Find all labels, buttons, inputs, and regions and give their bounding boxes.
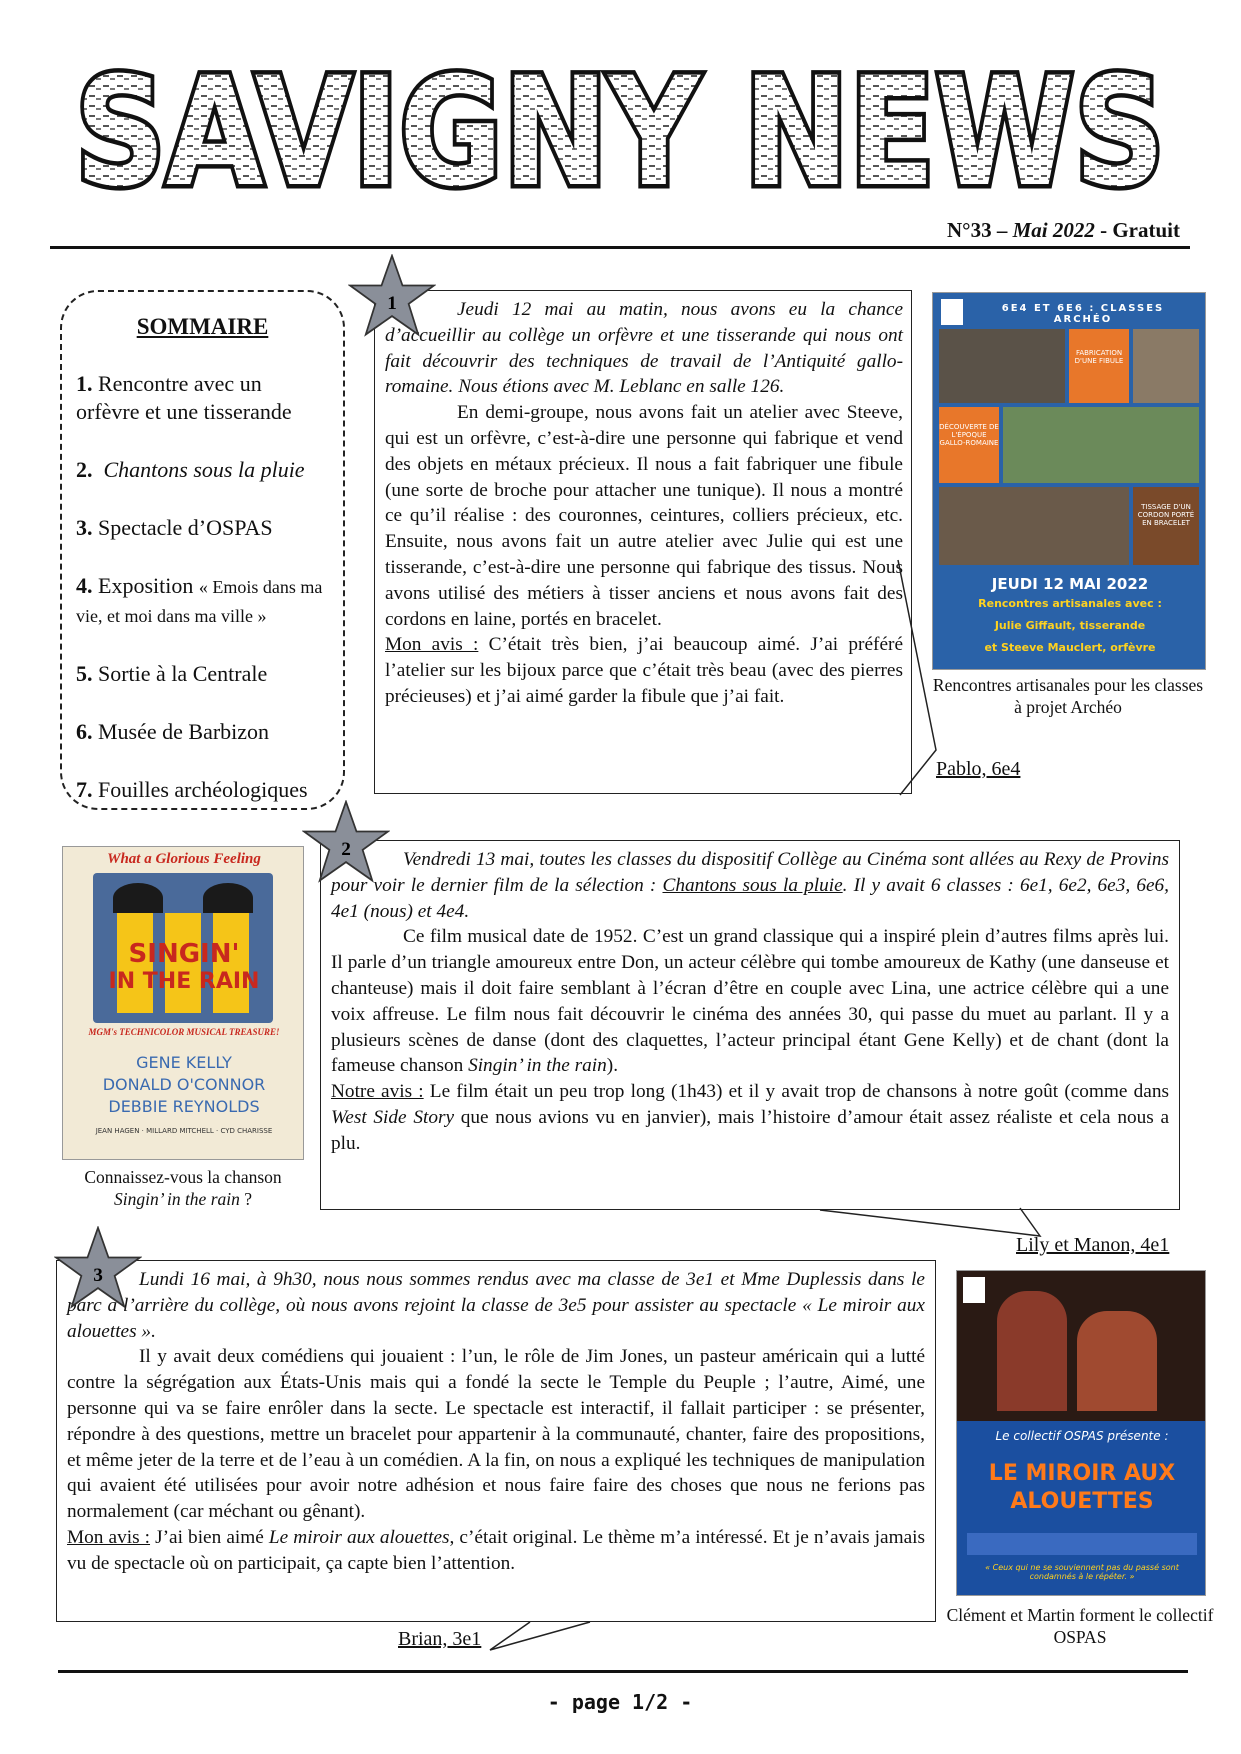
photo-jewelry bbox=[939, 329, 1065, 403]
poster2-star3: DEBBIE REYNOLDS bbox=[108, 1097, 260, 1116]
article-3-body: Il y avait deux comédiens qui jouaient : l’un, le rôle de Jim Jones, un pasteur américain qui a lutté contre la ségrégation aux États-Unis mais qui a fondé la secte le Temple du Peuple ; l’autre, Aimé, une personne qui va se faire enrôler dans la secte. Le spectacle est interactif, il fallait participer : se présenter, répondre à des questions, mettre un bracelet pour appartenir à la communauté, chanter, faire des propositions, et même jeter de la terre et de l’eau à un comédien. A la fin, on nous a expliqué les techniques de manipulation qui avaient été utilisées pour avoir notre adhésion et nous faire faire des choses que nous ne ferions pas normalement (car méchant ou gênant). bbox=[67, 1346, 925, 1523]
toc-item-7[interactable] bbox=[76, 776, 329, 804]
photo-classroom bbox=[1003, 407, 1199, 483]
miroir-aux-alouettes-poster bbox=[956, 1270, 1206, 1596]
opinion-label: Mon avis : bbox=[67, 1526, 151, 1548]
opinion-label: Notre avis : bbox=[331, 1081, 424, 1103]
poster2-title2: IN THE RAIN bbox=[108, 969, 260, 994]
poster2-caption bbox=[56, 1166, 310, 1210]
toc-label: Exposition bbox=[98, 573, 194, 598]
toc-number: 4. bbox=[76, 573, 93, 598]
masthead-logo bbox=[60, 62, 1180, 202]
article-3-signature: Brian, 3e1 bbox=[398, 1628, 482, 1650]
opinion-text-a: J’ai bien aimé bbox=[150, 1526, 269, 1548]
poster1-cell2: DÉCOUVERTE DE L'ÉPOQUE GALLO-ROMAINE bbox=[939, 407, 999, 483]
toc-item-4[interactable] bbox=[76, 572, 329, 630]
toc-label: Spectacle d’OSPAS bbox=[98, 515, 273, 540]
poster1-caption: Rencontres artisanales pour les classes à projet Archéo bbox=[932, 675, 1204, 717]
poster2-tagline: What a Glorious Feeling bbox=[107, 851, 261, 867]
toc-number: 5. bbox=[76, 661, 93, 686]
issue-line bbox=[900, 218, 1180, 243]
article-2-body-a: Ce film musical date de 1952. C’est un grand classique qui a inspiré plein d’autres films après lui. Il parle d’un triangle amoureux entre Don, un acteur célèbre qui tombe amoureux de Kathy (une danseuse et chanteuse) mais il doit faire semblant à l’écran d’être en couple avec Lina, une actrice célèbre qui a une voix affreuse. Le film nous fait découvrir le cinéma des années 30, qui passe du muet au parlant. Il y a plusieurs scènes de danse (dont des claquettes, l’acteur principal étant Gene Kelly) et de chant (dont la fameuse chanson bbox=[331, 926, 1169, 1077]
poster1-line1: Rencontres artisanales avec : bbox=[978, 597, 1162, 610]
issue-month: Mai 2022 bbox=[1012, 218, 1095, 242]
poster3-quote: « Ceux qui ne se souviennent pas du passé sont condamnés à le répéter. » bbox=[985, 1563, 1179, 1581]
star-number-3: 3 bbox=[93, 1265, 103, 1287]
toc-label: Fouilles archéologiques bbox=[98, 777, 308, 802]
toc-item-1[interactable] bbox=[76, 370, 329, 426]
issue-number: N°33 – bbox=[947, 218, 1008, 242]
article-2-box bbox=[320, 840, 1180, 1210]
toc-item-5[interactable] bbox=[76, 660, 329, 688]
toc-number: 6. bbox=[76, 719, 93, 744]
photo-fibula bbox=[1133, 329, 1199, 403]
schedule-block bbox=[967, 1533, 1197, 1555]
opinion-text-b: que nous avions vu en janvier), mais l’histoire d’amour était assez réaliste et cela nous a plu. bbox=[331, 1106, 1170, 1154]
poster2-star2: DONALD O'CONNOR bbox=[102, 1075, 266, 1094]
poster1-date: JEUDI 12 MAI 2022 bbox=[991, 575, 1149, 593]
poster2-sub: MGM's TECHNICOLOR MUSICAL TREASURE! bbox=[88, 1027, 280, 1037]
sommaire-title: SOMMAIRE bbox=[136, 314, 269, 339]
caption-line-1: Connaissez-vous la chanson bbox=[84, 1167, 282, 1187]
academy-logo bbox=[941, 299, 963, 325]
film-title: Chantons sous la pluie bbox=[662, 874, 843, 896]
poster1-cell3: TISSAGE D'UN CORDON PORTÉ EN BRACELET bbox=[1133, 487, 1199, 565]
issue-price: - Gratuit bbox=[1100, 218, 1180, 242]
poster3-presents: Le collectif OSPAS présente : bbox=[995, 1429, 1169, 1443]
toc-sublabel: « Emois dans ma vie, et moi dans ma ville » bbox=[76, 577, 323, 626]
toc-label: Sortie à la Centrale bbox=[98, 661, 268, 686]
opinion-text-a: Le film était un peu trop long (1h43) et il y avait trop de chansons à notre goût (comme dans bbox=[423, 1081, 1169, 1103]
poster3-title2: ALOUETTES bbox=[1010, 1489, 1154, 1514]
toc-label: Chantons sous la pluie bbox=[103, 457, 305, 482]
poster1-header: 6E4 ET 6E6 : CLASSES ARCHÉO bbox=[1001, 303, 1165, 325]
west-side-story-title: West Side Story bbox=[331, 1106, 455, 1128]
toc-item-6[interactable] bbox=[76, 718, 329, 746]
opinion-text: C’était très bien, j’ai beaucoup aimé. J’ai préféré l’atelier sur les bijoux parce que c’était très beau (avec des pierres précieuses) et j’ai aimé garder la fibule que j’ai fait. bbox=[385, 634, 903, 707]
star-number-2: 2 bbox=[341, 839, 351, 861]
speech-tail-2 bbox=[820, 1208, 1040, 1248]
archeo-poster bbox=[932, 292, 1206, 670]
speech-tail-3 bbox=[490, 1620, 600, 1652]
toc-item-2[interactable] bbox=[76, 456, 329, 484]
show-title: Le miroir aux alouettes bbox=[268, 1526, 450, 1548]
poster3-caption: Clément et Martin forment le collectif OSPAS bbox=[946, 1605, 1214, 1647]
photo-weaving bbox=[939, 487, 1129, 565]
article-2-signature: Lily et Manon, 4e1 bbox=[1016, 1234, 1170, 1256]
toc-label: Musée de Barbizon bbox=[98, 719, 270, 744]
page-number: - page 1/2 - bbox=[547, 1690, 693, 1714]
poster2-cast: JEAN HAGEN · MILLARD MITCHELL · CYD CHARISSE bbox=[95, 1127, 273, 1135]
poster1-line3: et Steeve Mauclert, orfèvre bbox=[984, 641, 1156, 654]
poster1-line2: Julie Giffault, tisserande bbox=[994, 619, 1146, 632]
poster2-star1: GENE KELLY bbox=[136, 1053, 232, 1072]
article-1-body: En demi-groupe, nous avons fait un atelier avec Steeve, qui est un orfèvre, c’est-à-dire une personne qui fabrique et vend des objets en métaux précieux. Il nous a fait fabriquer une fibule (une sorte de broche pour attacher une tunique). Il nous a montré ce qu’il réalise : des couronnes, ceintures, colliers précieux, etc. Ensuite, nous avons fait un autre atelier avec Julie qui est une tisserande, c’est-à-dire une personne qui fabrique des tissus. Nous avons utilisé des métiers à tisser anciens et nous avons fait des cordons en laine, portés en bracelet. bbox=[385, 402, 903, 630]
poster1-cell1: FABRICATION D'UNE FIBULE bbox=[1069, 329, 1129, 403]
article-2-intro-b: . Il y avait 6 classes : 6e1, 6e2, 6e3, 6e6, 4e1 (nous) et 4e4. bbox=[331, 874, 1169, 922]
article-1-box bbox=[374, 290, 912, 794]
article-1-signature: Pablo, 6e4 bbox=[936, 758, 1021, 780]
toc-item-3[interactable] bbox=[76, 514, 329, 542]
article-1-opinion bbox=[385, 632, 903, 709]
masthead-title: SAVIGNY NEWS bbox=[75, 62, 1165, 202]
bottom-divider bbox=[58, 1670, 1188, 1673]
poster3-title1: LE MIROIR AUX bbox=[988, 1461, 1176, 1486]
opinion-text-b: , c’était original. Le thème m’a intéressé. Et je n’avais jamais vu de spectacle où on participait, ça capte bien l’attention. bbox=[67, 1526, 925, 1574]
top-divider bbox=[50, 246, 1190, 249]
article-3-intro: Lundi 16 mai, à 9h30, nous nous sommes rendus avec ma classe de 3e1 et Mme Duplessis dans le parc à l’arrière du collège, où nous avons rejoint la classe de 3e5 pour assister au spectacle « Le miroir aux alouettes ». bbox=[67, 1269, 925, 1342]
poster2-title1: SINGIN' bbox=[128, 939, 240, 969]
toc-number: 7. bbox=[76, 777, 93, 802]
star-badge-3 bbox=[54, 1226, 142, 1310]
star-number-1: 1 bbox=[387, 293, 397, 315]
caption-song: Singin’ in the rain bbox=[113, 1189, 240, 1209]
star-badge-2 bbox=[302, 800, 390, 884]
song-title: Singin’ in the rain bbox=[468, 1055, 607, 1077]
article-2-body-b: ). bbox=[606, 1055, 619, 1077]
speech-tail-1 bbox=[880, 560, 940, 760]
singin-in-the-rain-poster bbox=[62, 846, 304, 1160]
table-of-contents bbox=[60, 290, 345, 810]
actors-photo bbox=[957, 1271, 1206, 1421]
article-2-intro-a: Vendredi 13 mai, toutes les classes du dispositif Collège au Cinéma sont allées au Rexy de Provins pour voir le dernier film de la sélection : bbox=[331, 849, 1169, 896]
article-1-intro: Jeudi 12 mai au matin, nous avons eu la chance d’accueillir au collège un orfèvre et une tisserande qui nous ont fait découvrir des techniques de travail de l’Antiquité gallo-romaine. Nous étions avec M. Leblanc en salle 126. bbox=[385, 299, 903, 398]
article-3-box bbox=[56, 1260, 936, 1622]
toc-number: 2. bbox=[76, 457, 93, 482]
toc-label: Rencontre avec un orfèvre et une tisserande bbox=[76, 371, 292, 424]
star-badge-1 bbox=[348, 254, 436, 338]
toc-number: 3. bbox=[76, 515, 93, 540]
toc-number: 1. bbox=[76, 371, 93, 396]
opinion-label: Mon avis : bbox=[385, 634, 479, 656]
caption-end: ? bbox=[239, 1189, 253, 1209]
